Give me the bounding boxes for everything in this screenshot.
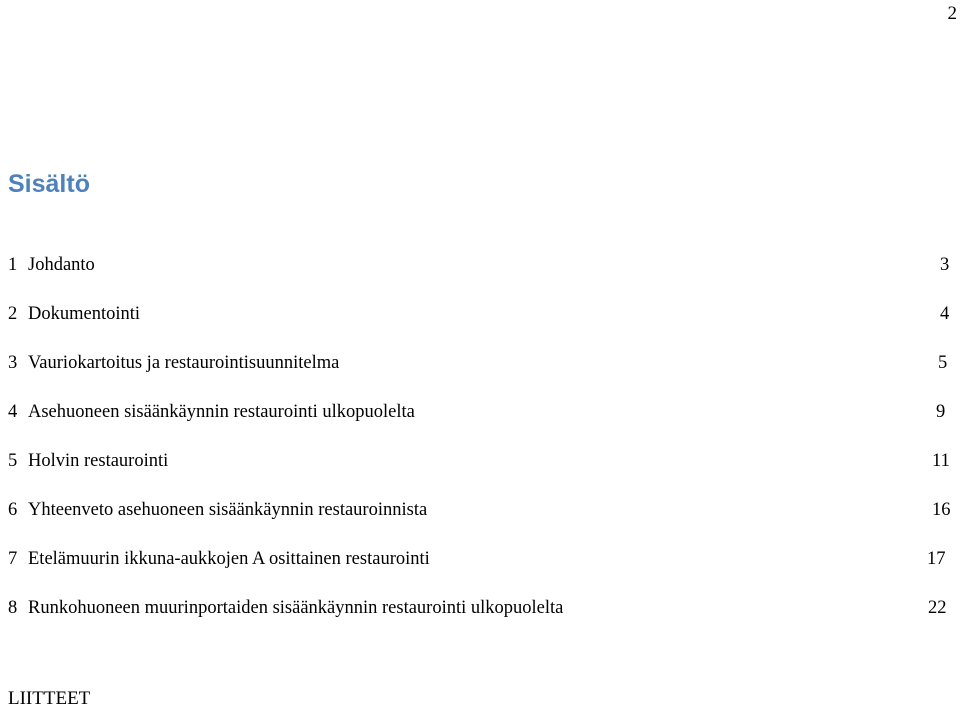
toc-entry-page: 5 — [938, 353, 948, 373]
toc-entry-label: Runkohuoneen muurinportaiden sisäänkäynnin restaurointi ulkopuolelta — [28, 598, 564, 618]
toc-entry-number: 5 — [8, 451, 18, 471]
toc-title: Sisältö — [8, 170, 90, 198]
toc-entry-page: 22 — [928, 598, 947, 618]
toc-entry-page: 16 — [932, 500, 951, 520]
toc-entry-page: 9 — [936, 402, 946, 422]
toc-entry-label: Asehuoneen sisäänkäynnin restaurointi ulkopuolelta — [28, 402, 415, 422]
toc-entry[interactable] — [8, 595, 952, 644]
toc-entry-label: Dokumentointi — [28, 304, 141, 324]
toc-list — [8, 252, 952, 644]
toc-entry-number: 7 — [8, 549, 18, 569]
toc-entry-number: 2 — [8, 304, 18, 324]
appendix-heading: LIITTEET — [8, 688, 91, 709]
toc-entry[interactable] — [8, 448, 952, 497]
toc-entry[interactable] — [8, 252, 952, 301]
toc-entry[interactable] — [8, 399, 952, 448]
toc-entry-number: 3 — [8, 353, 18, 373]
toc-entry-page: 11 — [932, 451, 950, 471]
toc-entry-label: Etelämuurin ikkuna-aukkojen A osittainen restaurointi — [28, 549, 430, 569]
toc-entry[interactable] — [8, 350, 952, 399]
toc-entry-label: Vauriokartoitus ja restaurointisuunnitelma — [28, 353, 340, 373]
toc-entry-number: 4 — [8, 402, 18, 422]
toc-entry-number: 1 — [8, 255, 18, 275]
toc-entry[interactable] — [8, 497, 952, 546]
toc-entry-label: Holvin restaurointi — [28, 451, 169, 471]
toc-entry-number: 8 — [8, 598, 18, 618]
toc-entry-page: 17 — [927, 549, 946, 569]
toc-entry-label: Yhteenveto asehuoneen sisäänkäynnin restauroinnista — [28, 500, 428, 520]
toc-entry[interactable] — [8, 301, 952, 350]
toc-entry-page: 3 — [940, 255, 950, 275]
toc-entry-label: Johdanto — [28, 255, 95, 275]
page-number: 2 — [947, 3, 957, 24]
toc-entry-page: 4 — [940, 304, 950, 324]
toc-entry-number: 6 — [8, 500, 18, 520]
toc-entry[interactable] — [8, 546, 952, 595]
